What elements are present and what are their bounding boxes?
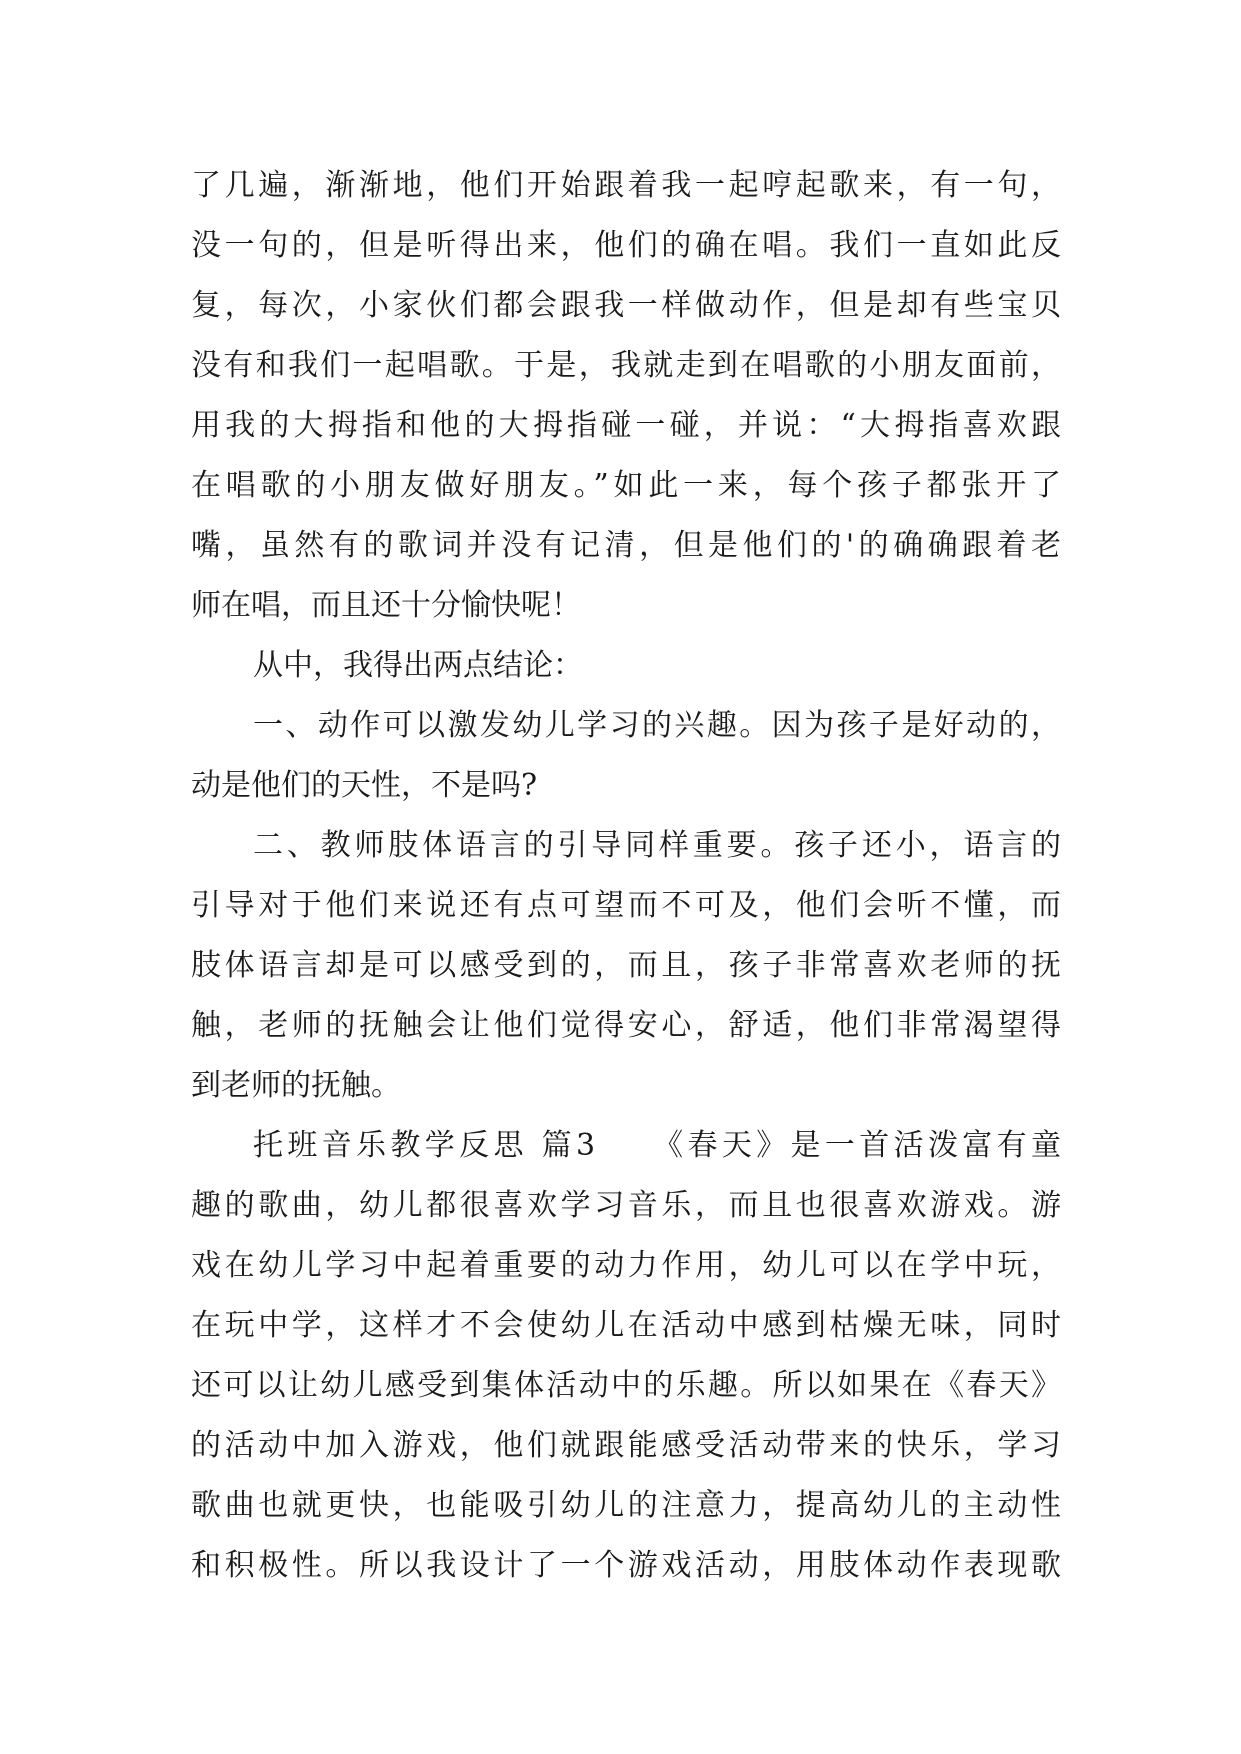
text-line: 歌曲也就更快，也能吸引幼儿的注意力，提高幼儿的主动性	[191, 1488, 1061, 1523]
text-line: 托班音乐教学反思 篇3 《春天》是一首活泼富有童	[253, 1128, 1061, 1163]
text-line: 触，老师的抚触会让他们觉得安心，舒适，他们非常渴望得	[191, 1008, 1061, 1043]
text-line: 戏在幼儿学习中起着重要的动力作用，幼儿可以在学中玩，	[191, 1248, 1061, 1283]
text-line: 用我的大拇指和他的大拇指碰一碰，并说：“大拇指喜欢跟	[191, 408, 1061, 443]
text-line: 趣的歌曲，幼儿都很喜欢学习音乐，而且也很喜欢游戏。游	[191, 1188, 1061, 1223]
text-line: 肢体语言却是可以感受到的，而且，孩子非常喜欢老师的抚	[191, 948, 1061, 983]
text-line: 了几遍，渐渐地，他们开始跟着我一起哼起歌来，有一句，	[191, 168, 1061, 203]
text-line: 嘴，虽然有的歌词并没有记清，但是他们的'的确确跟着老	[191, 528, 1061, 563]
text-line: 在唱歌的小朋友做好朋友。”如此一来，每个孩子都张开了	[191, 468, 1061, 503]
text-line: 和积极性。所以我设计了一个游戏活动，用肢体动作表现歌	[191, 1548, 1061, 1583]
document-body	[191, 156, 1061, 1596]
text-line: 在玩中学，这样才不会使幼儿在活动中感到枯燥无味，同时	[191, 1308, 1061, 1343]
text-line: 从中，我得出两点结论：	[253, 648, 583, 683]
text-line: 引导对于他们来说还有点可望而不可及，他们会听不懂，而	[191, 888, 1061, 923]
text-line: 到老师的抚触。	[191, 1068, 401, 1103]
text-line: 一、动作可以激发幼儿学习的兴趣。因为孩子是好动的，	[253, 708, 1061, 743]
text-line: 复，每次，小家伙们都会跟我一样做动作，但是却有些宝贝	[191, 288, 1061, 323]
text-line: 没有和我们一起唱歌。于是，我就走到在唱歌的小朋友面前，	[191, 348, 1061, 383]
text-line: 动是他们的天性，不是吗?	[191, 768, 538, 803]
text-line: 还可以让幼儿感受到集体活动中的乐趣。所以如果在《春天》	[191, 1368, 1061, 1403]
text-line: 二、教师肢体语言的引导同样重要。孩子还小，语言的	[253, 828, 1061, 863]
text-line: 师在唱，而且还十分愉快呢！	[191, 588, 581, 623]
text-line: 没一句的，但是听得出来，他们的确在唱。我们一直如此反	[191, 228, 1061, 263]
text-line: 的活动中加入游戏，他们就跟能感受活动带来的快乐，学习	[191, 1428, 1061, 1463]
